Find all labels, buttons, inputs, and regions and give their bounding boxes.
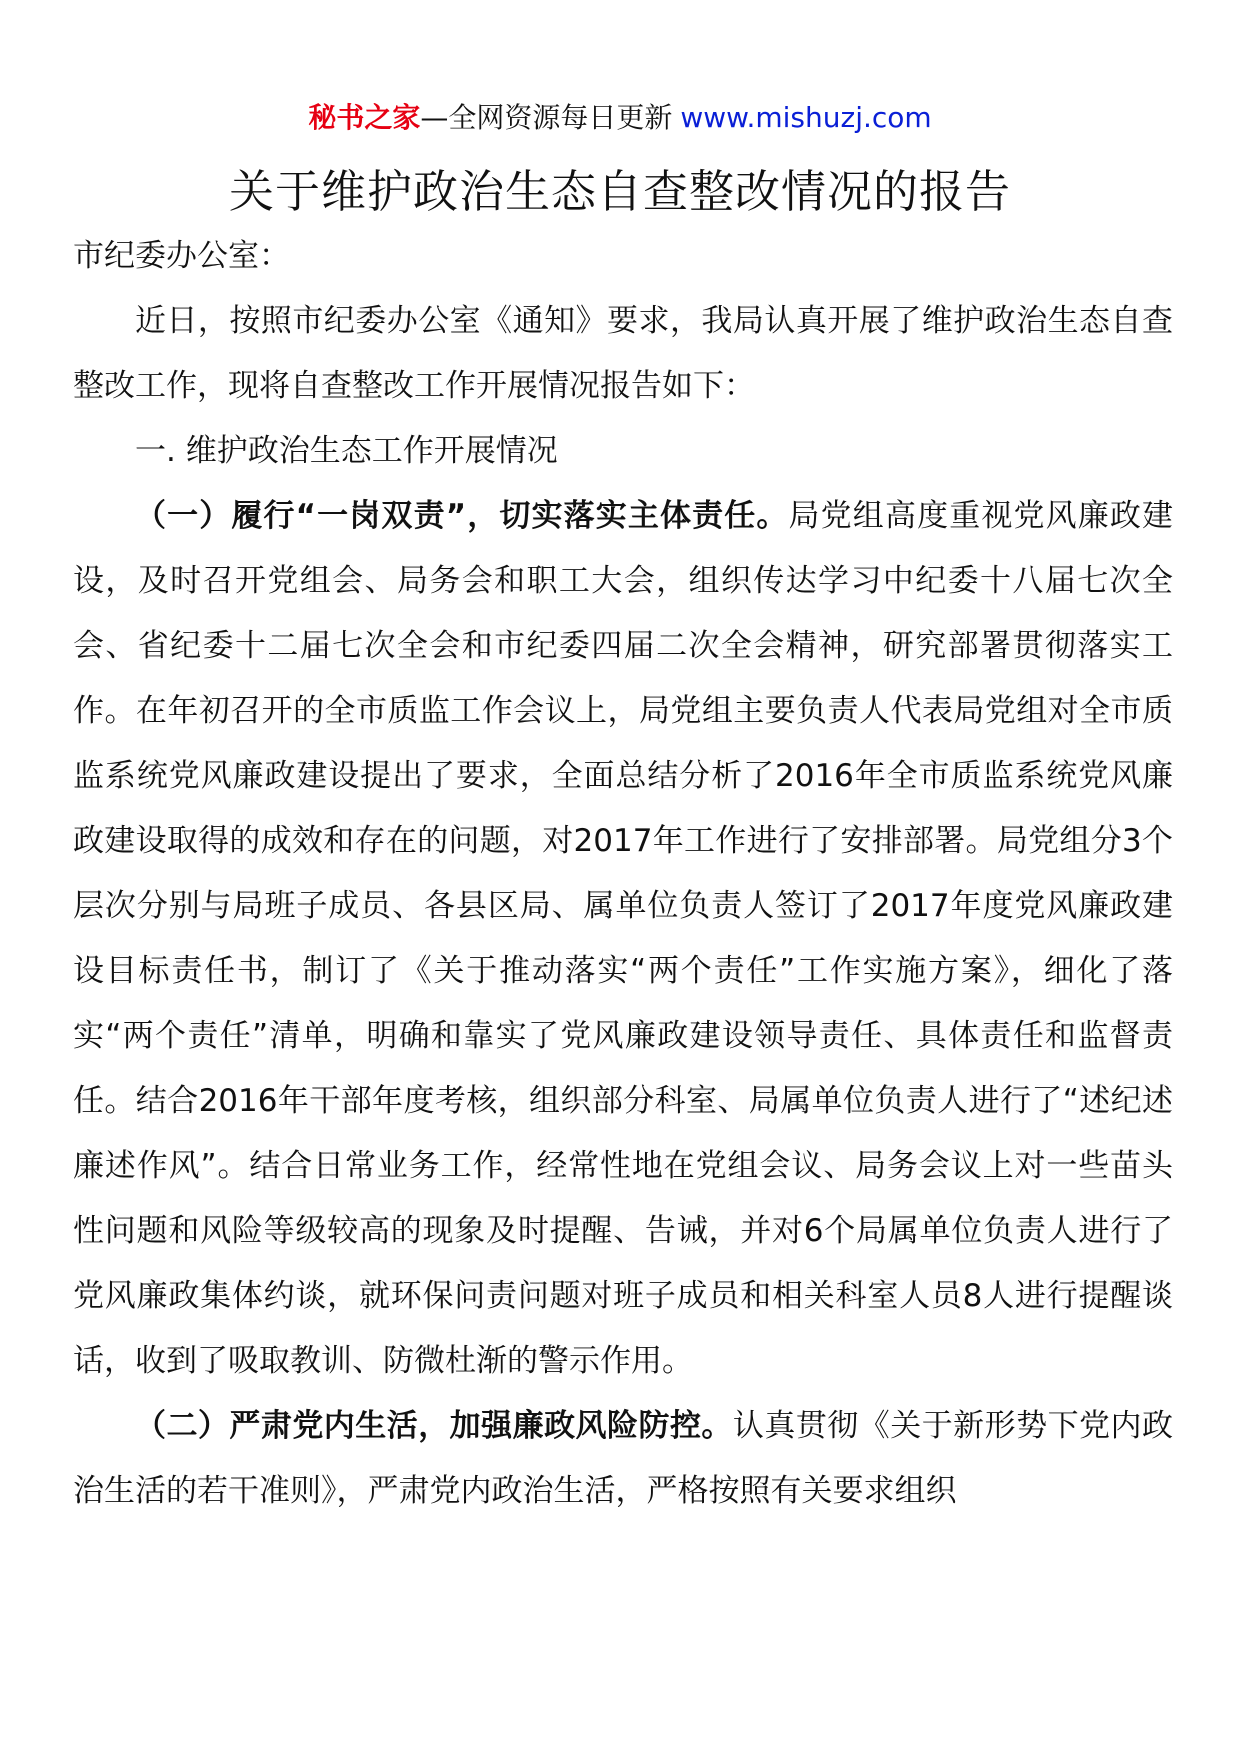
- item-2-text: 认真贯彻《关于新形势下党内政治生活的若干准则》，严肃党内政治生活，严格按照有关要求组织: [73, 1408, 1173, 1509]
- paragraph-item-1: [73, 484, 1173, 1394]
- intro-paragraph: 近日，按照市纪委办公室《通知》要求，我局认真开展了维护政治生态自查整改工作，现将自查整改工作开展情况报告如下：: [73, 303, 1173, 404]
- item-2-heading: （二）严肃党内生活，加强廉政风险防控。: [135, 1408, 733, 1444]
- site-url-link[interactable]: www.mishuzj.com: [680, 101, 932, 134]
- brand-name: 秘书之家: [308, 101, 421, 134]
- section-heading: 一. 维护政治生态工作开展情况: [135, 433, 558, 469]
- document-body: [73, 224, 1173, 1524]
- document-title: 关于维护政治生态自查整改情况的报告: [228, 165, 1011, 218]
- paragraph-item-2: [73, 1394, 1173, 1524]
- salutation: 市纪委办公室：: [73, 238, 290, 274]
- item-1-heading: （一）履行“一岗双责”，切实落实主体责任。: [135, 498, 789, 534]
- item-1-text: 局党组高度重视党风廉政建设，及时召开党组会、局务会和职工大会，组织传达学习中纪委十八届七次全会、省纪委十二届七次全会和市纪委四届二次全会精神，研究部署贯彻落实工作。在年初召开的全市质监工作会议上，局党组主要负责人代表局党组对全市质监系统党风廉政建设提出了要求，全面总结分析了2016年全市质监系统党风廉政建设取得的成效和存在的问题，对2017年工作进行了安排部署。局党组分3个层次分别与局班子成员、各县区局、属单位负责人签订了2017年度党风廉政建设目标责任书，制订了《关于推动落实“两个责任”工作实施方案》，细化了落实“两个责任”清单，明确和靠实了党风廉政建设领导责任、具体责任和监督责任。结合2016年干部年度考核，组织部分科室、局属单位负责人进行了“述纪述廉述作风”。结合日常业务工作，经常性地在党组会议、局务会议上对一些苗头性问题和风险等级较高的现象及时提醒、告诫，并对6个局属单位负责人进行了党风廉政集体约谈，就环保问责问题对班子成员和相关科室人员8人进行提醒谈话，收到了吸取教训、防微杜渐的警示作用。: [73, 498, 1174, 1379]
- header-tagline: —全网资源每日更新: [420, 101, 673, 134]
- site-header: [0, 98, 1240, 138]
